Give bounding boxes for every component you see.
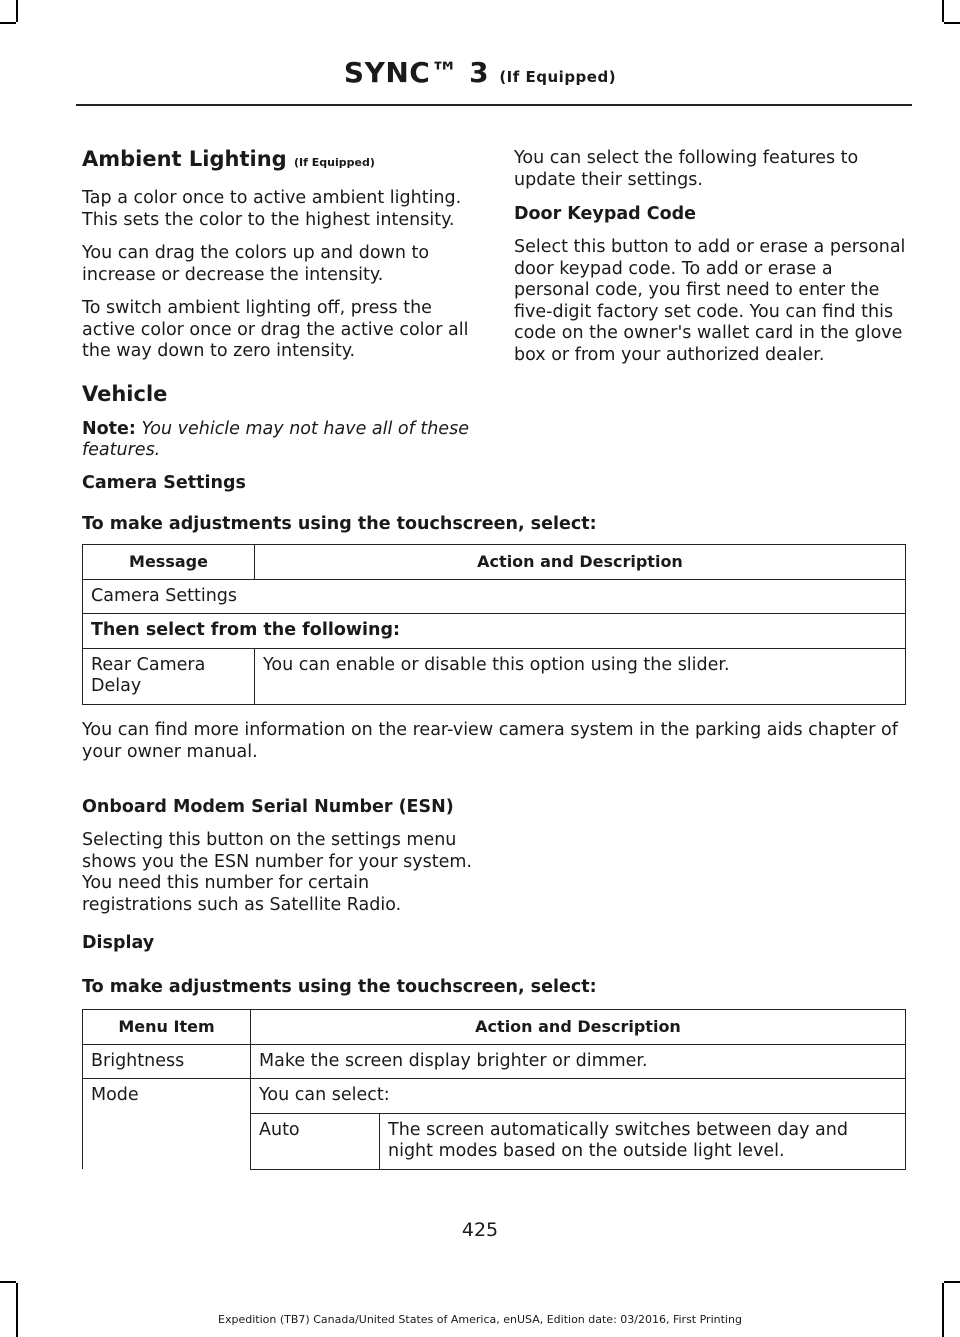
table-row [83,579,906,614]
vehicle-heading: Vehicle [82,381,168,406]
crop-mark [944,22,960,24]
note-label: Note: [82,418,136,439]
select-following-cell: Then select from the following: [83,614,906,649]
page-header [0,56,960,89]
column-header-message: Message [83,545,255,580]
rear-camera-delay-desc: You can enable or disable this option using the slider. [255,648,906,704]
header-divider [76,104,912,106]
door-keypad-text: Select this button to add or erase a personal door keypad code. To add or erase a personal code, you first need to enter the five-digit factory set code. You can find this code on the owner's wallet card in the glove box or from your authorized dealer. [514,237,906,365]
features-intro: You can select the following features to update their settings. [514,148,859,190]
esn-section [82,796,476,928]
esn-heading: Onboard Modem Serial Number (ESN) [82,797,454,817]
brightness-cell: Brightness [83,1044,251,1079]
display-table [82,1009,906,1170]
crop-mark [16,1283,18,1337]
camera-heading: Camera Settings [82,473,246,493]
header-title: SYNC™ 3 [343,56,490,89]
ambient-heading [82,146,476,176]
auto-desc: The screen automatically switches between day and night modes based on the outside light level. [380,1113,906,1169]
table-header-row [83,1010,906,1045]
ambient-heading-text: Ambient Lighting [82,147,287,171]
ambient-paragraph-1: Tap a color once to active ambient lighting. This sets the color to the highest intensity. [82,188,462,230]
door-keypad-heading: Door Keypad Code [514,204,697,224]
table-row [83,614,906,649]
left-column [82,146,476,474]
crop-mark [16,0,18,22]
ambient-heading-note: (If Equipped) [294,156,375,169]
camera-table [82,544,906,705]
edition-footer: Expedition (TB7) Canada/United States of America, enUSA, Edition date: 03/2016, First Printing [218,1313,742,1326]
display-heading: Display [82,933,155,953]
right-column [514,148,908,378]
crop-mark [942,0,944,22]
vehicle-note [82,419,476,462]
table-row [83,648,906,704]
ambient-paragraph-3: To switch ambient lighting off, press the active color once or drag the active color all the way down to zero intensity. [82,298,469,361]
table-row [83,1079,906,1114]
auto-cell: Auto [251,1113,380,1169]
mode-desc: You can select: [251,1079,906,1114]
ambient-paragraph-2: You can drag the colors up and down to increase or decrease the intensity. [82,243,430,285]
camera-settings-cell: Camera Settings [83,579,906,614]
camera-instruction: To make adjustments using the touchscreen, select: [82,514,597,534]
page-number: 425 [461,1219,499,1241]
table-header-row [83,545,906,580]
note-text: You vehicle may not have all of these features. [82,418,469,460]
header-subtitle: (If Equipped) [499,68,617,86]
camera-more-info: You can find more information on the rear-view camera system in the parking aids chapter of your owner manual. [82,720,898,762]
column-header-action: Action and Description [251,1010,906,1045]
crop-mark [942,1283,944,1337]
column-header-menu-item: Menu Item [83,1010,251,1045]
brightness-desc: Make the screen display brighter or dimmer. [251,1044,906,1079]
crop-mark [0,1281,16,1283]
crop-mark [0,22,16,24]
mode-cell: Mode [83,1079,251,1170]
rear-camera-delay-cell: Rear Camera Delay [83,648,255,704]
display-instruction: To make adjustments using the touchscreen, select: [82,977,597,997]
crop-mark [944,1281,960,1283]
table-row [83,1044,906,1079]
esn-text: Selecting this button on the settings menu shows you the ESN number for your system. You need this number for certain registrations such as Satellite Radio. [82,830,472,915]
column-header-action: Action and Description [255,545,906,580]
